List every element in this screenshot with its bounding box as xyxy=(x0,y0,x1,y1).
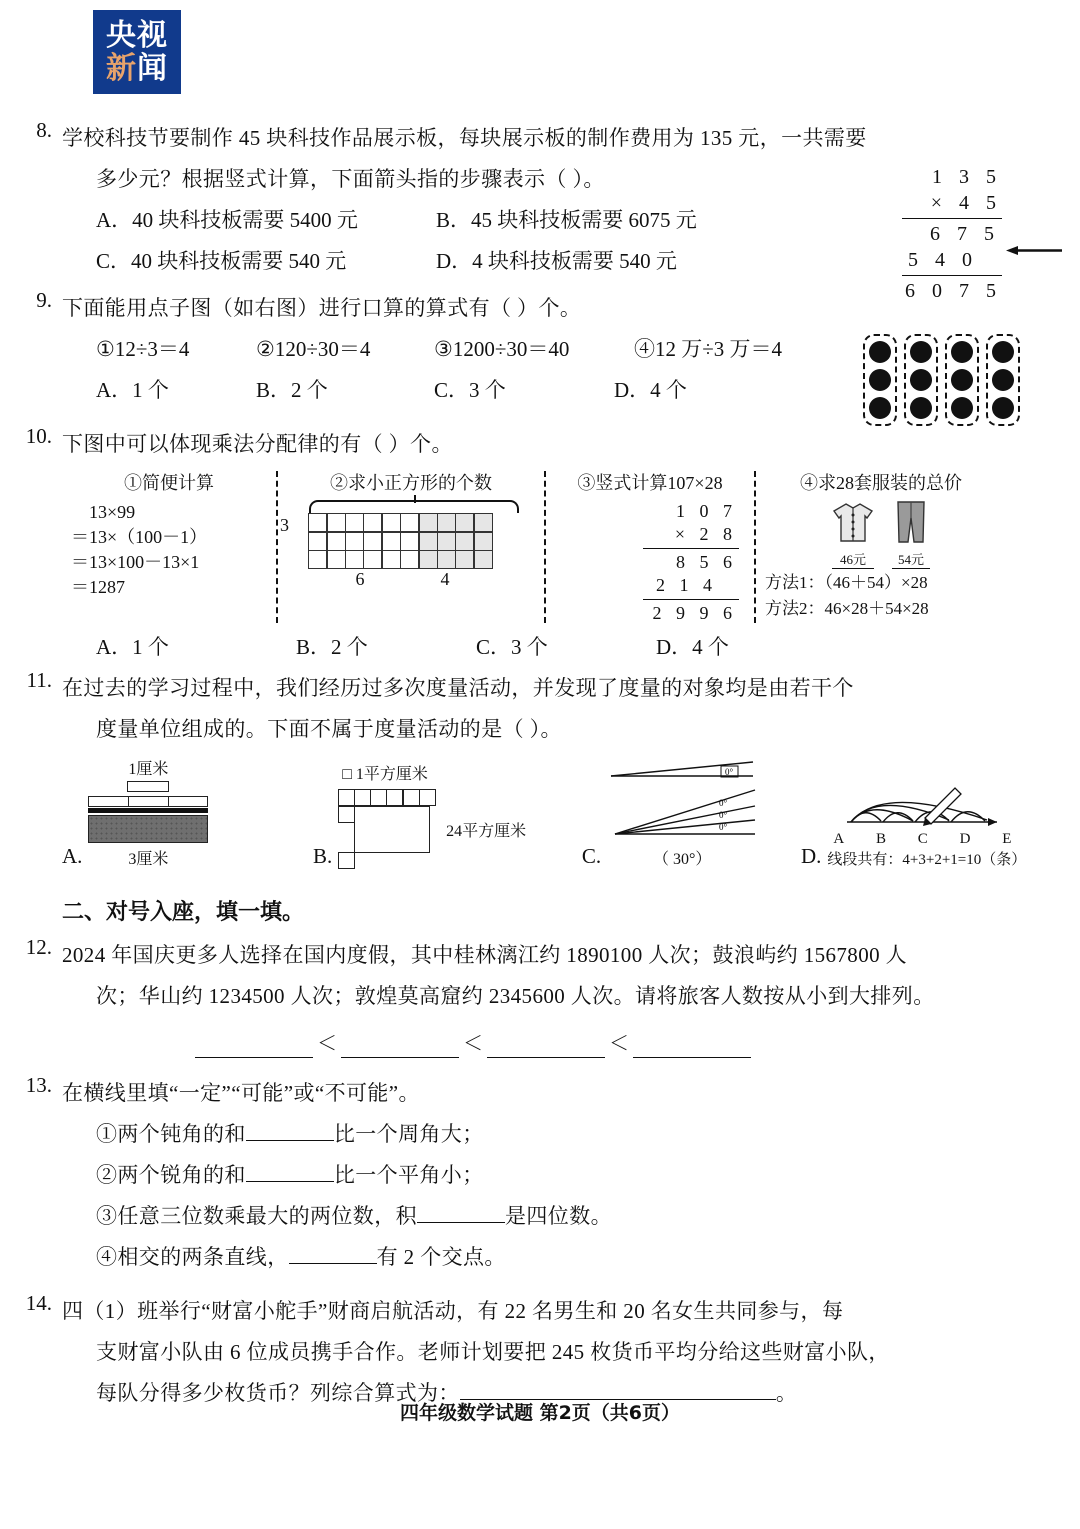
comparator-2: ＜ xyxy=(463,1033,483,1055)
panel-clothing-total xyxy=(756,469,1006,625)
grid-cell xyxy=(382,513,401,532)
question-8-option-c[interactable]: C．40 块科技板需要 540 元 xyxy=(96,249,347,273)
question-8-line-1: 学校科技节要制作 45 块科技作品展示板，每块展示板的制作费用为 135 元，一共需要 xyxy=(62,126,867,150)
grid-cell xyxy=(338,806,355,823)
grid-cell-shaded xyxy=(419,513,438,532)
question-13-number: 13. xyxy=(25,1073,52,1097)
grid-open-area xyxy=(354,806,430,853)
answer-blank-3[interactable] xyxy=(487,1037,605,1058)
panel-2-left-label: 3 xyxy=(280,515,289,535)
dot xyxy=(869,369,891,391)
unit-length-bar-icon xyxy=(127,781,169,792)
question-11-figures xyxy=(62,756,1040,869)
question-12-number: 12. xyxy=(25,935,52,959)
question-11-line-1: 在过去的学习过程中，我们经历过多次度量活动，并发现了度量的对象均是由若干个 xyxy=(62,676,854,700)
question-10-number: 10. xyxy=(25,424,52,448)
panel-4-method-2: 方法2：46×28＋54×28 xyxy=(765,599,929,618)
angle-mark-3: 0° xyxy=(719,810,728,820)
q13-item4-before: ④相交的两条直线， xyxy=(96,1245,289,1269)
eraser-measure-figure xyxy=(88,756,208,869)
vmul8-partial-1: 6 7 5 xyxy=(930,223,1000,245)
question-12 xyxy=(0,935,1080,1063)
dot xyxy=(951,397,973,419)
grid-cell xyxy=(370,789,387,806)
angle-mark-4: 0° xyxy=(719,822,728,832)
vmul10-product: 2 9 9 6 xyxy=(652,603,737,623)
vmul8-rule-1 xyxy=(902,218,1002,219)
dot xyxy=(910,341,932,363)
question-9-option-c[interactable]: C．3 个 xyxy=(434,378,506,402)
dot xyxy=(910,397,932,419)
figure-b-side-caption: 24平方厘米 xyxy=(446,823,527,841)
grid-cell xyxy=(308,550,327,569)
question-8-options-row-2 xyxy=(62,241,1010,282)
dot xyxy=(992,341,1014,363)
shirt-price-label: 46元 xyxy=(832,549,874,569)
answer-blank-4[interactable] xyxy=(633,1037,751,1058)
figure-option-b[interactable] xyxy=(313,761,582,869)
question-9-option-b[interactable]: B．2 个 xyxy=(256,378,328,402)
logo-line-2 xyxy=(106,50,168,86)
question-10-option-d[interactable]: D．4 个 xyxy=(656,635,729,659)
figure-d-label: D. xyxy=(800,844,822,868)
question-9-expression-4: ④12 万÷3 万＝4 xyxy=(634,337,783,361)
dot xyxy=(992,369,1014,391)
panel-1-line-4: ＝1287 xyxy=(71,577,125,597)
grid-row xyxy=(309,514,535,532)
question-10-body xyxy=(62,424,1080,465)
vmul10-rule-2 xyxy=(643,599,739,600)
comparator-1: ＜ xyxy=(317,1033,337,1055)
grid-cell-shaded xyxy=(455,550,474,569)
vmul8-multiplier: × 4 5 xyxy=(930,192,1002,214)
logo-line-1: 央视 xyxy=(106,17,168,53)
question-9-dot-diagram xyxy=(863,334,1020,426)
grid-cell xyxy=(386,789,403,806)
panel-1-line-1: 13×99 xyxy=(89,502,136,522)
vmul10-partial-1: 8 5 6 xyxy=(676,552,737,572)
figure-d-point-labels xyxy=(827,831,1017,848)
question-12-line-2: 次；华山约 1234500 人次；敦煌莫高窟约 2345600 人次。请将旅客人数按从小到大排列。 xyxy=(96,984,935,1008)
question-11-line-2: 度量单位组成的。下面不属于度量活动的是（ ）。 xyxy=(96,717,562,741)
grid-cell xyxy=(345,550,364,569)
dot xyxy=(869,341,891,363)
grid-cell xyxy=(419,789,436,806)
dot xyxy=(992,397,1014,419)
figure-b-label: B. xyxy=(312,844,333,868)
question-11-body xyxy=(62,668,1080,750)
point-label: B xyxy=(876,831,887,847)
question-10-option-b[interactable]: B．2 个 xyxy=(296,635,368,659)
grid-cell-shaded xyxy=(437,532,456,551)
pants-icon-group xyxy=(892,500,930,569)
figure-option-c[interactable] xyxy=(582,758,801,869)
eraser-stripe xyxy=(88,808,208,813)
grid-cell xyxy=(382,532,401,551)
question-9-option-a[interactable]: A．1 个 xyxy=(96,378,169,402)
question-9-expression-2: ②120÷30＝4 xyxy=(256,337,371,361)
cctv-news-logo xyxy=(93,10,181,94)
q13-item3-before: ③任意三位数乘最大的两位数，积 xyxy=(96,1204,417,1228)
grid-cell-shaded xyxy=(419,550,438,569)
question-11-number: 11. xyxy=(26,668,52,692)
question-10-option-c[interactable]: C．3 个 xyxy=(476,635,548,659)
point-label: E xyxy=(1002,831,1012,847)
question-10 xyxy=(0,424,1080,668)
question-12-answer-blanks xyxy=(195,1027,1080,1058)
question-8-vertical-multiplication xyxy=(902,164,1002,304)
angle-mark-2: 0° xyxy=(719,798,728,808)
logo-line-2-right: 闻 xyxy=(137,50,168,86)
answer-blank-1[interactable] xyxy=(195,1037,313,1058)
grid-row xyxy=(338,806,436,852)
q13-item4-blank[interactable] xyxy=(289,1263,377,1264)
grid-cell xyxy=(363,513,382,532)
figure-option-d[interactable] xyxy=(801,778,1040,869)
shirt-icon xyxy=(832,500,874,544)
figure-b-top-caption: □ 1平方厘米 xyxy=(342,766,428,784)
figure-a-top-caption: 1厘米 xyxy=(128,761,169,778)
dot xyxy=(910,369,932,391)
grid-cell xyxy=(327,532,346,551)
panel-2-bottom-left-label: 6 xyxy=(355,569,365,590)
panel-4-method-1: 方法1：（46＋54）×28 xyxy=(765,573,928,592)
eraser-top-segments xyxy=(88,796,208,807)
panel-1-line-3: ＝13×100－13×1 xyxy=(71,552,200,572)
shirt-icon-group xyxy=(832,500,874,569)
question-14-number: 14. xyxy=(25,1291,52,1315)
panel-3-vertical xyxy=(555,500,745,625)
grid-row xyxy=(338,790,436,806)
grid-cell-shaded xyxy=(455,532,474,551)
dot xyxy=(951,341,973,363)
grid-cell xyxy=(363,532,382,551)
segment-arcs-icon xyxy=(827,778,1017,826)
question-12-body xyxy=(62,935,1080,1017)
dot-group xyxy=(945,334,979,426)
question-12-line-1: 2024 年国庆更多人选择在国内度假，其中桂林漓江约 1890100 人次；鼓浪屿约 1567800 人 xyxy=(62,943,908,967)
question-9-expression-1: ①12÷3＝4 xyxy=(96,337,190,361)
question-13-item-2 xyxy=(96,1155,1010,1196)
logo-line-2-left: 新 xyxy=(106,50,137,86)
panel-count-squares xyxy=(278,469,544,625)
panel-4-title: ④求28套服装的总价 xyxy=(800,473,962,493)
grid-cell xyxy=(338,789,355,806)
q13-item2-before: ②两个锐角的和 xyxy=(96,1163,246,1187)
panel-simple-calculation xyxy=(62,469,276,625)
grid-cell xyxy=(400,532,419,551)
question-14-line-1: 四（1）班举行“财富小舵手”财商启航活动，有 22 名男生和 20 名女生共同参与，每 xyxy=(62,1299,844,1323)
q13-item4-after: 有 2 个交点。 xyxy=(376,1245,506,1269)
panel-2-title: ②求小正方形的个数 xyxy=(330,473,492,493)
question-9-line-1: 下面能用点子图（如右图）进行口算的算式有（ ）个。 xyxy=(62,296,582,320)
panel-2-grid xyxy=(309,514,535,569)
vmul8-multiplicand: 1 3 5 xyxy=(932,166,1002,188)
question-9-expression-3: ③1200÷30＝40 xyxy=(434,337,570,361)
answer-blank-2[interactable] xyxy=(341,1037,459,1058)
question-10-panels xyxy=(62,469,1025,625)
comparator-3: ＜ xyxy=(609,1033,629,1055)
grid-cell-shaded xyxy=(455,513,474,532)
area-measure-figure xyxy=(338,761,526,869)
question-11 xyxy=(0,668,1080,869)
panel-vertical-calculation xyxy=(546,469,754,625)
grid-cell xyxy=(327,513,346,532)
grid-cell-shaded xyxy=(437,513,456,532)
question-8-number: 8. xyxy=(36,118,52,142)
grid-cell xyxy=(308,532,327,551)
dot-group xyxy=(986,334,1020,426)
grid-row xyxy=(338,853,436,869)
grid-cell-shaded xyxy=(437,550,456,569)
q13-item1-before: ①两个钝角的和 xyxy=(96,1122,246,1146)
grid-cell xyxy=(400,513,419,532)
panel-3-title: ③竖式计算107×28 xyxy=(577,473,723,493)
q13-item1-blank[interactable] xyxy=(246,1140,334,1141)
eraser-body xyxy=(88,815,208,843)
question-13-item-4 xyxy=(96,1237,1010,1278)
figure-a-bottom-caption: 3厘米 xyxy=(128,851,169,868)
q13-item3-after: 是四位数。 xyxy=(505,1204,612,1228)
point-label: A xyxy=(833,831,845,847)
point-label: C xyxy=(917,831,928,847)
question-14-line-2: 支财富小队由 6 位成员携手合作。老师计划要把 245 枚货币平均分给这些财富小队， xyxy=(96,1340,890,1364)
vmul8-product: 6 0 7 5 xyxy=(905,280,1002,302)
dot xyxy=(951,369,973,391)
question-13-body xyxy=(62,1073,1080,1278)
grid-cell xyxy=(400,550,419,569)
pants-price-label: 54元 xyxy=(892,549,930,569)
question-10-option-a[interactable]: A．1 个 xyxy=(96,635,169,659)
figure-c-bottom-caption: （ 30°） xyxy=(652,851,712,868)
question-8-option-b[interactable]: B．45 块科技板需要 6075 元 xyxy=(436,208,697,232)
dot-group xyxy=(904,334,938,426)
vmul8-rule-2 xyxy=(902,275,1002,276)
question-8-line-2: 多少元？根据竖式计算，下面箭头指的步骤表示（ ）。 xyxy=(96,167,605,191)
angle-mark-1: 0° xyxy=(725,767,734,777)
question-13-item-3 xyxy=(96,1196,1010,1237)
panel-2-bottom-labels xyxy=(309,569,535,590)
angle-measure-figure xyxy=(607,758,757,869)
grid-cell xyxy=(354,789,371,806)
grid-cell xyxy=(327,550,346,569)
panel-2-bottom-right-label: 4 xyxy=(440,569,450,590)
grid-cell xyxy=(363,550,382,569)
grid-cell-shaded xyxy=(474,513,493,532)
page-footer: 四年级数学试题 第2页（共6页） xyxy=(399,1402,681,1424)
panel-2-brace xyxy=(309,500,519,513)
figure-option-a[interactable] xyxy=(62,756,313,869)
question-9 xyxy=(0,288,1080,424)
question-13 xyxy=(0,1073,1080,1291)
q13-item3-blank[interactable] xyxy=(417,1222,505,1223)
grid-cell xyxy=(403,789,420,806)
question-13-line-1: 在横线里填“一定”“可能”或“不可能”。 xyxy=(62,1081,420,1105)
question-9-number: 9. xyxy=(36,288,52,312)
question-9-option-d[interactable]: D．4 个 xyxy=(614,378,687,402)
exam-page-content xyxy=(0,118,1080,1431)
pants-icon xyxy=(892,500,930,544)
q13-item2-after: 比一个平角小； xyxy=(333,1163,484,1187)
grid-row xyxy=(309,532,535,550)
panel-4-clothing-icons xyxy=(765,500,997,569)
q14-line3-before: 每队分得多少枚货币？列综合算式为： xyxy=(96,1381,460,1405)
grid-cell xyxy=(345,513,364,532)
grid-cell xyxy=(382,550,401,569)
angle-rays-icon xyxy=(607,758,757,840)
panel-1-title: ①简便计算 xyxy=(124,473,214,493)
question-8 xyxy=(0,118,1080,302)
eraser-icon xyxy=(88,796,208,843)
segment-count-figure xyxy=(827,778,1027,869)
step-pointer-arrow-icon xyxy=(1006,245,1062,256)
vmul10-rule-1 xyxy=(643,548,739,549)
vmul8-partial-2: 5 4 0 xyxy=(908,249,978,271)
figure-a-label: A. xyxy=(62,844,83,868)
grid-cell-shaded xyxy=(474,532,493,551)
grid-cell xyxy=(338,852,355,869)
vmul10-partial-2: 2 1 4 xyxy=(656,575,717,595)
question-10-line-1: 下图中可以体现乘法分配律的有（ ）个。 xyxy=(62,432,453,456)
point-label: D xyxy=(959,831,971,847)
grid-cell xyxy=(345,532,364,551)
question-8-option-a[interactable]: A．40 块科技板需要 5400 元 xyxy=(96,208,358,232)
q13-item2-blank[interactable] xyxy=(246,1181,334,1182)
question-8-options-row-1 xyxy=(62,200,1010,241)
q13-item1-after: 比一个周角大； xyxy=(333,1122,484,1146)
dot xyxy=(869,397,891,419)
question-13-item-1 xyxy=(96,1114,1010,1155)
panel-1-line-2: ＝13×（100－1） xyxy=(71,527,208,547)
question-8-option-d[interactable]: D．4 块科技板需要 540 元 xyxy=(436,249,677,273)
question-10-options xyxy=(96,627,1080,668)
dot-group xyxy=(863,334,897,426)
vmul10-multiplier: × 2 8 xyxy=(674,524,737,544)
grid-cell-shaded xyxy=(419,532,438,551)
grid-row xyxy=(309,551,535,569)
q14-line3-after: 。 xyxy=(775,1381,798,1405)
vmul10-multiplicand: 1 0 7 xyxy=(676,501,737,521)
figure-d-note: 线段共有：4+3+2+1=10（条） xyxy=(827,852,1027,868)
figure-b-grid xyxy=(338,790,436,869)
figure-c-label: C. xyxy=(581,844,602,868)
grid-cell xyxy=(308,513,327,532)
question-14-body xyxy=(62,1291,1080,1414)
section-2-heading: 二、对号入座，填一填。 xyxy=(62,900,305,925)
grid-cell-shaded xyxy=(474,550,493,569)
